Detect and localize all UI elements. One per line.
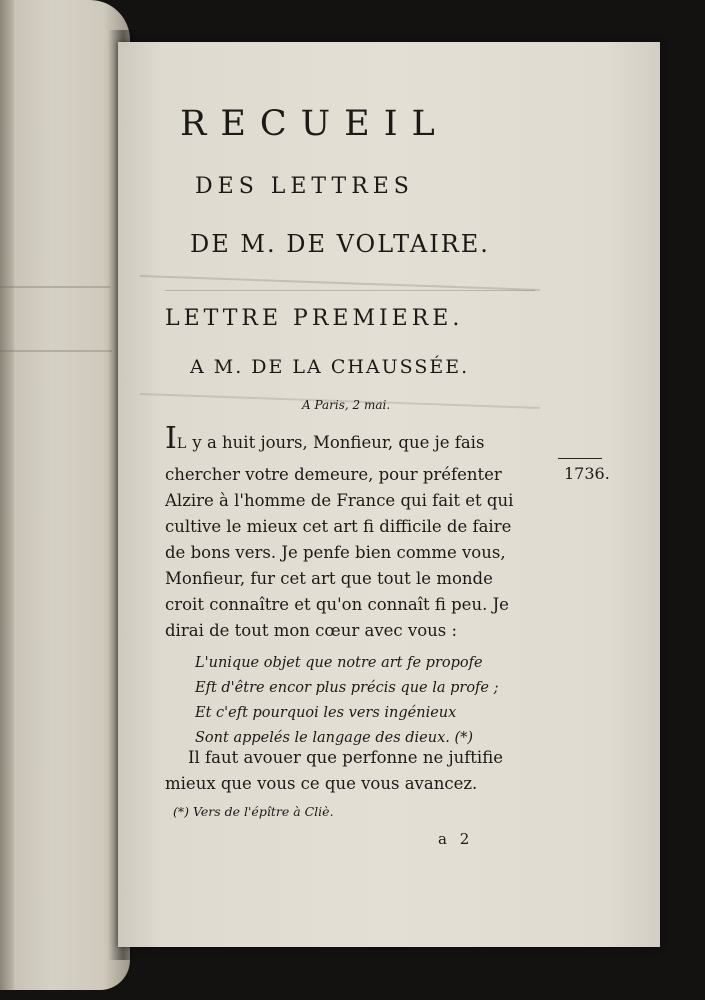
body-line: Alzire à l'homme de France qui fait et qui bbox=[165, 491, 514, 510]
subtitle-line-1: DES LETTRES bbox=[195, 174, 414, 199]
closing-line: Il faut avouer que perfonne ne juftifie bbox=[188, 748, 503, 767]
body-line: de bons vers. Je penfe bien comme vous, bbox=[165, 543, 506, 562]
body-line: cultive le mieux cet art fi difficile de faire bbox=[165, 517, 512, 536]
left-page-crease bbox=[0, 286, 110, 288]
verse-line: L'unique objet que notre art fe propofe bbox=[195, 655, 483, 671]
margin-year: 1736. bbox=[564, 464, 610, 483]
margin-rule bbox=[558, 458, 602, 459]
left-page-crease bbox=[0, 350, 112, 352]
body-line-text: y a huit jours, Monfieur, que je fais bbox=[187, 433, 485, 452]
closing-line: mieux que vous ce que vous avancez. bbox=[165, 774, 478, 793]
verse-line: Eft d'être encor plus précis que la profe ; bbox=[195, 680, 499, 696]
verse-line: Sont appelés le langage des dieux. (*) bbox=[195, 730, 474, 746]
letter-heading: LETTRE PREMIERE. bbox=[165, 306, 464, 331]
body-line: croit connaître et qu'on connaît fi peu. Je bbox=[165, 595, 509, 614]
left-page-edge bbox=[0, 0, 14, 990]
body-line: Monfieur, fur cet art que tout le monde bbox=[165, 569, 493, 588]
body-line: dirai de tout mon cœur avec vous : bbox=[165, 621, 458, 640]
drop-cap: I bbox=[165, 421, 177, 456]
small-cap: L bbox=[176, 436, 188, 452]
footnote: (*) Vers de l'épître à Cliè. bbox=[173, 804, 334, 819]
body-first-line bbox=[165, 421, 485, 456]
addressee: A M. DE LA CHAUSSÉE. bbox=[190, 356, 470, 378]
verse-line: Et c'eft pourquoi les vers ingénieux bbox=[195, 705, 457, 721]
divider bbox=[165, 290, 535, 291]
page-title: RECUEIL bbox=[180, 104, 449, 144]
dateline: A Paris, 2 mai. bbox=[302, 398, 391, 412]
subtitle-line-2: DE M. DE VOLTAIRE. bbox=[190, 230, 490, 258]
signature-mark: a 2 bbox=[438, 830, 474, 848]
body-line: chercher votre demeure, pour préfenter bbox=[165, 465, 502, 484]
